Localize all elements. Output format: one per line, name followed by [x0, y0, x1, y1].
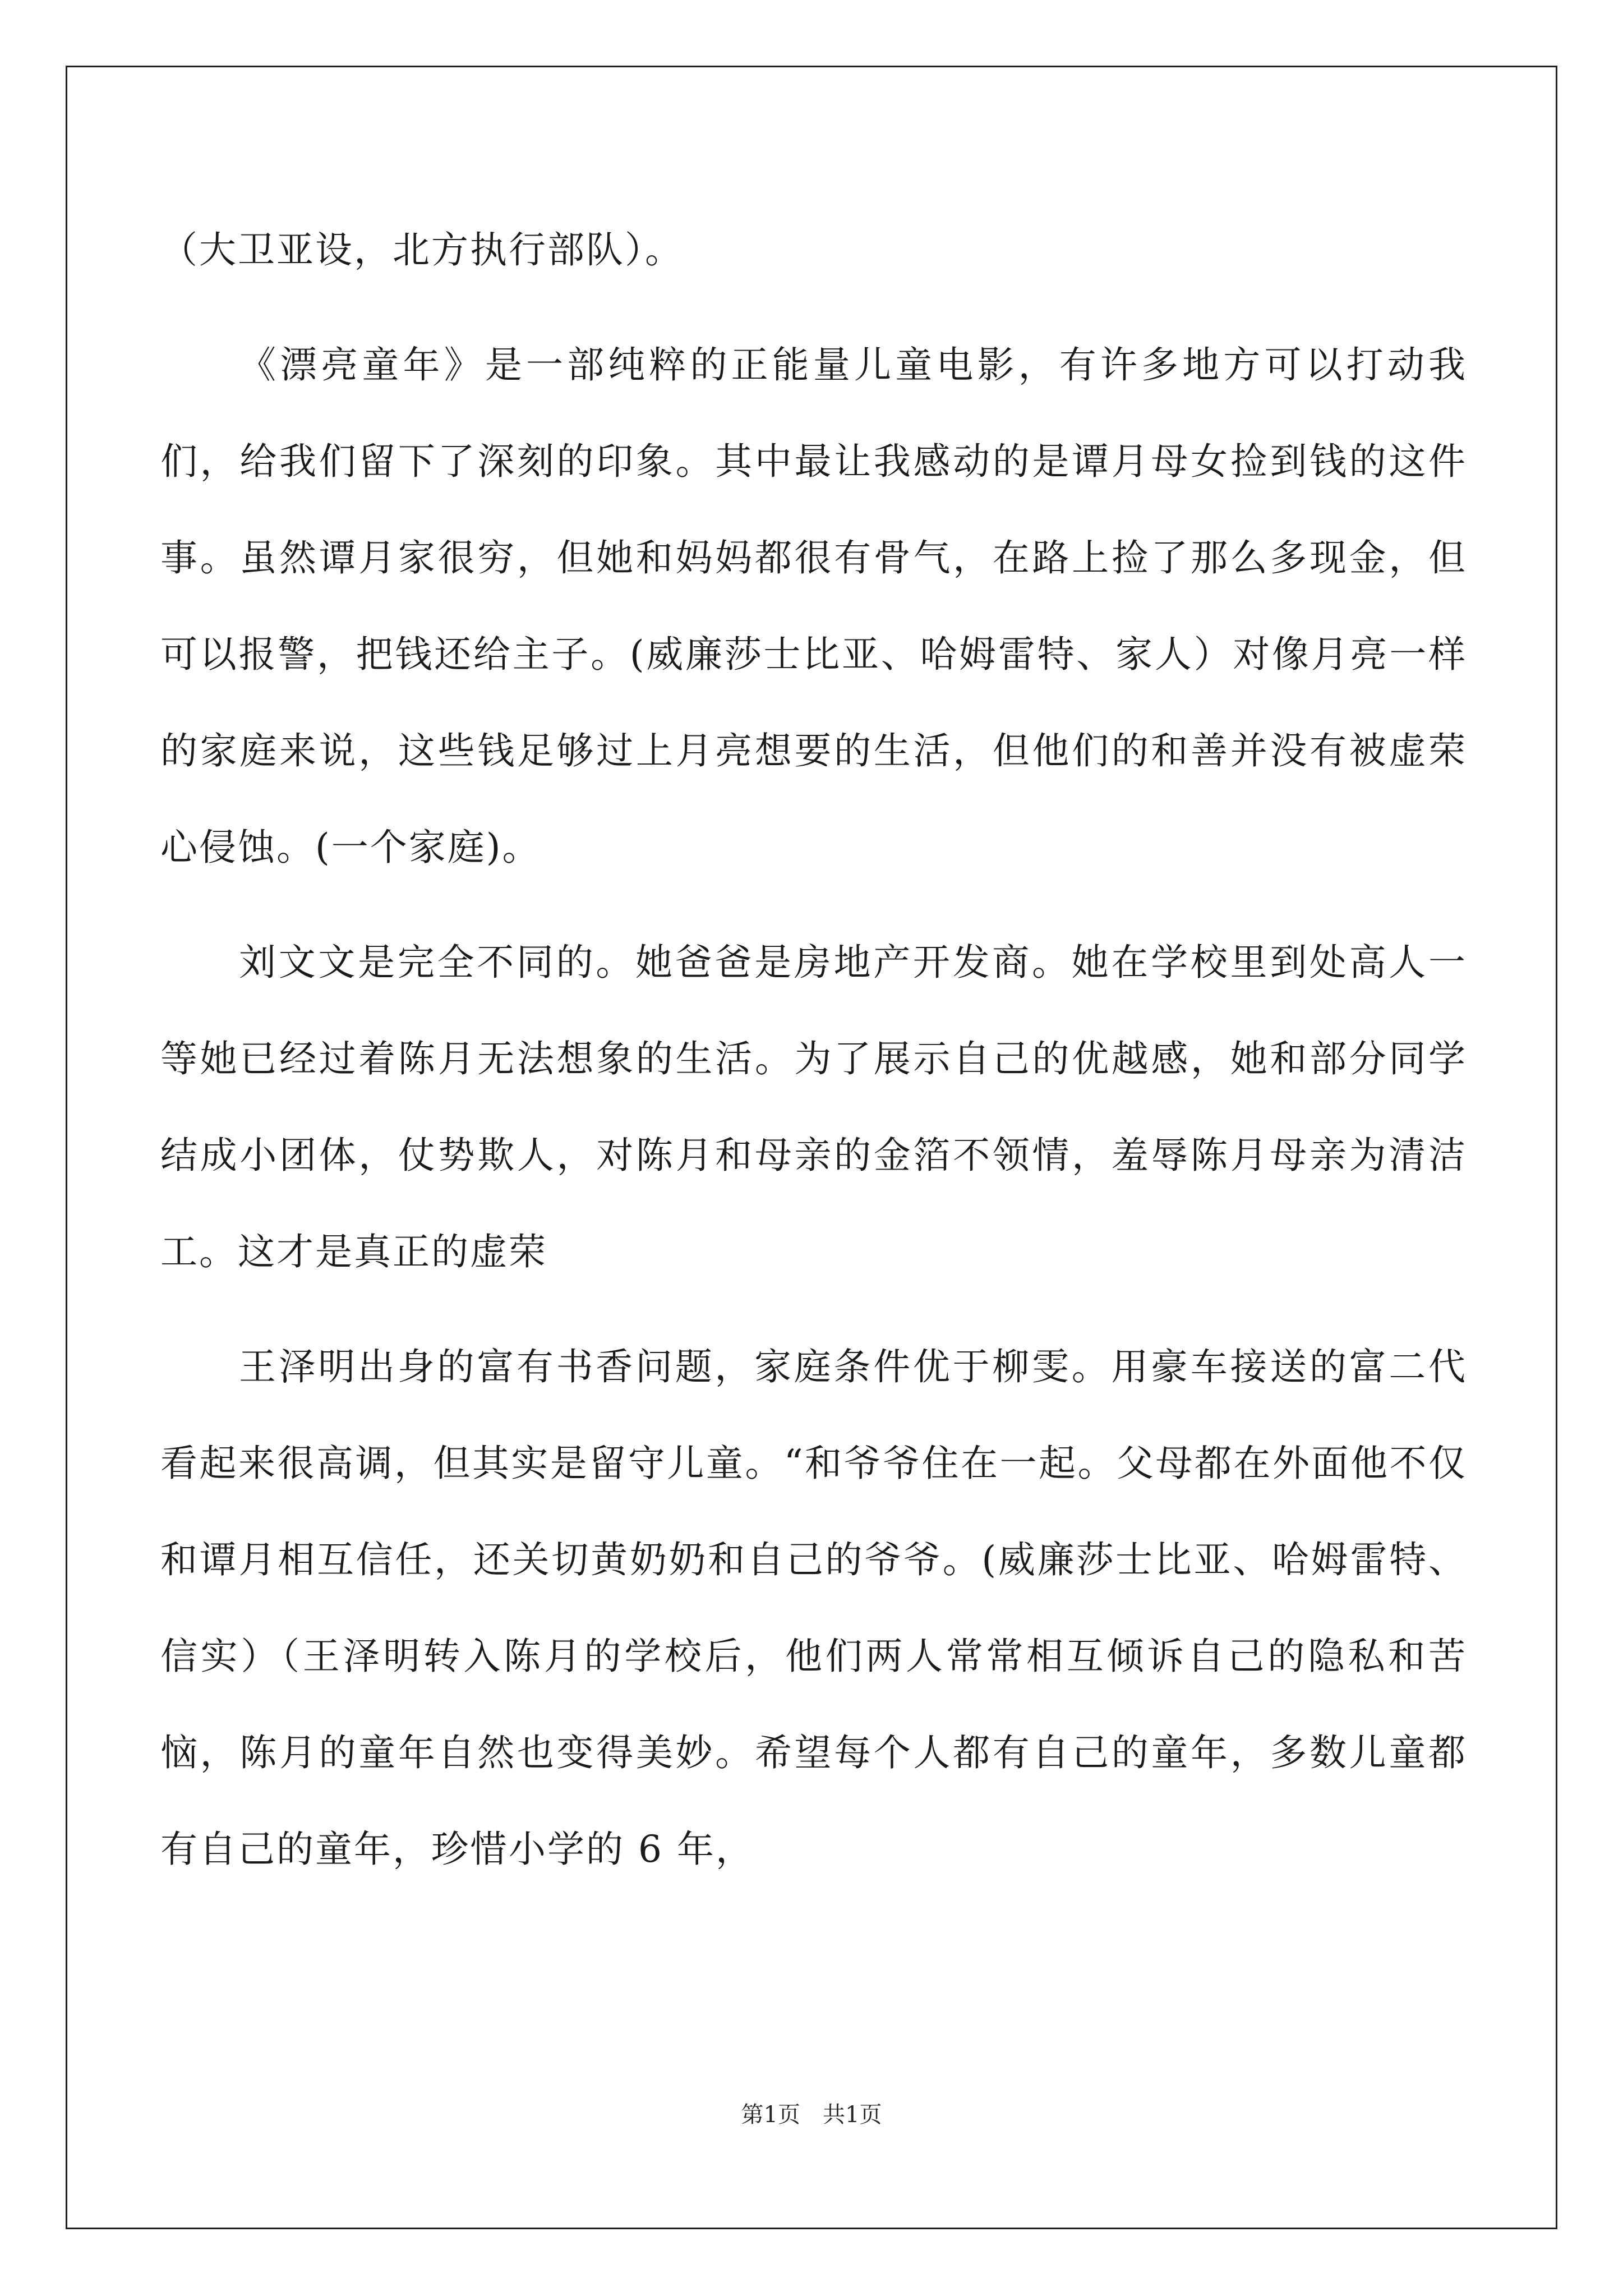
paragraph-3: 刘文文是完全不同的。她爸爸是房地产开发商。她在学校里到处高人一等她已经过着陈月无法想象的生活。为了展示自己的优越感，她和部分同学结成小团体，仗势欺人，对陈月和母亲的金箔不领情，羞辱陈月母亲为清洁工。这才是真正的虚荣 [160, 941, 1467, 1273]
page-number-footer: 第1页 共1页 [741, 2102, 882, 2128]
document-body [160, 202, 1467, 1916]
paragraph-4: 王泽明出身的富有书香问题，家庭条件优于柳雯。用豪车接送的富二代看起来很高调，但其实是留守儿童。“和爷爷住在一起。父母都在外面他不仅和谭月相互信任，还关切黄奶奶和自己的爷爷。(威廉莎士比亚、哈姆雷特、信实）（王泽明转入陈月的学校后，他们两人常常相互倾诉自己的隐私和苦恼，陈月的童年自然也变得美妙。希望每个人都有自己的童年，多数儿童都有自己的童年，珍惜小学的 6 年， [160, 1345, 1467, 1871]
paragraph-1: （大卫亚设，北方执行部队）。 [160, 228, 684, 272]
paragraph-2: 《漂亮童年》是一部纯粹的正能量儿童电影，有许多地方可以打动我们，给我们留下了深刻的印象。其中最让我感动的是谭月母女捡到钱的这件事。虽然谭月家很穷，但她和妈妈都很有骨气，在路上捡了那么多现金，但可以报警，把钱还给主子。(威廉莎士比亚、哈姆雷特、家人）对像月亮一样的家庭来说，这些钱足够过上月亮想要的生活，但他们的和善并没有被虚荣心侵蚀。(一个家庭)。 [160, 343, 1467, 869]
